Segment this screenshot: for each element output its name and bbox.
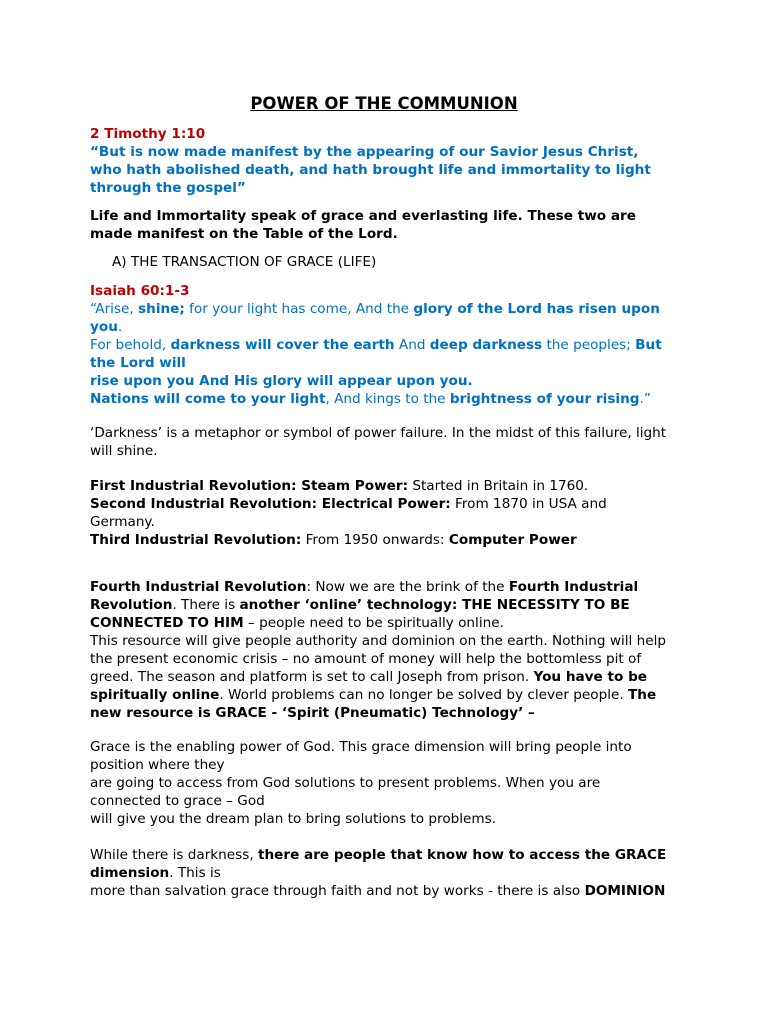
revolution-second: Second Industrial Revolution: Electrical Power: From 1870 in USA and <box>90 496 607 512</box>
paragraph-line: spiritually online. World problems can no longer be solved by clever people. The <box>90 687 657 703</box>
paragraph-line: Life and Immortality speak of grace and everlasting life. These two are <box>90 208 636 224</box>
paragraph-line: will shine. <box>90 443 158 459</box>
paragraph-line: ‘Darkness’ is a metaphor or symbol of power failure. In the midst of this failure, light <box>90 425 667 441</box>
darkness-grace-paragraph <box>90 846 690 900</box>
verse-line: “But is now made manifest by the appearing of our Savior Jesus Christ, <box>90 144 639 160</box>
paragraph-line: more than salvation grace through faith and not by works - there is also DOMINION <box>90 883 666 899</box>
fourth-revolution-paragraph <box>90 578 690 722</box>
scripture-reference: 2 Timothy 1:10 <box>90 126 206 142</box>
paragraph-line: new resource is GRACE - ‘Spirit (Pneumatic) Technology’ – <box>90 705 535 721</box>
paragraph-line: are going to access from God solutions to present problems. When you are <box>90 775 601 791</box>
paragraph-line: dimension. This is <box>90 865 221 881</box>
paragraph-line: connected to grace – God <box>90 793 265 809</box>
verse-line: the Lord will <box>90 355 186 371</box>
paragraph-line: made manifest on the Table of the Lord. <box>90 226 398 242</box>
darkness-paragraph <box>90 424 690 460</box>
grace-paragraph <box>90 738 690 828</box>
revolution-third: Third Industrial Revolution: From 1950 onwards: Computer Power <box>90 532 577 548</box>
verse-line: rise upon you And His glory will appear upon you. <box>90 373 473 389</box>
intro-paragraph <box>90 207 690 243</box>
paragraph-line: This resource will give people authority and dominion on the earth. Nothing will help <box>90 633 666 649</box>
revolution-first: First Industrial Revolution: Steam Power: Started in Britain in 1760. <box>90 478 589 494</box>
paragraph-line: position where they <box>90 757 225 773</box>
paragraph-line: Fourth Industrial Revolution: Now we are the brink of the Fourth Industrial <box>90 579 639 595</box>
verse-line: through the gospel” <box>90 180 246 196</box>
paragraph-line: CONNECTED TO HIM – people need to be spiritually online. <box>90 615 504 631</box>
section-heading-a <box>112 253 712 271</box>
verse-line: who hath abolished death, and hath brought life and immortality to light <box>90 162 651 178</box>
paragraph-line: While there is darkness, there are people that know how to access the GRACE <box>90 847 667 863</box>
paragraph-line: greed. The season and platform is set to call Joseph from prison. You have to be <box>90 669 648 685</box>
paragraph-line: the present economic crisis – no amount of money will help the bottomless pit of <box>90 651 642 667</box>
verse-line: For behold, darkness will cover the earth And deep darkness the peoples; But <box>90 337 662 353</box>
page-title: POWER OF THE COMMUNION <box>250 94 518 113</box>
verse-line: “Arise, shine; for your light has come, And the glory of the Lord has risen upon <box>90 301 660 317</box>
revolution-second-cont: Germany. <box>90 514 155 530</box>
verse-line: you. <box>90 319 123 335</box>
scripture-reference: Isaiah 60:1-3 <box>90 283 190 299</box>
verse-line: Nations will come to your light, And kings to the brightness of your rising.” <box>90 391 651 407</box>
paragraph-line: Grace is the enabling power of God. This grace dimension will bring people into <box>90 739 632 755</box>
scripture-block-isaiah <box>90 282 690 408</box>
paragraph-line: Revolution. There is another ‘online’ technology: THE NECESSITY TO BE <box>90 597 630 613</box>
scripture-block-timothy <box>90 125 690 197</box>
section-heading-text: A) THE TRANSACTION OF GRACE (LIFE) <box>112 254 377 270</box>
revolutions-list <box>90 477 690 549</box>
paragraph-line: will give you the dream plan to bring solutions to problems. <box>90 811 497 827</box>
